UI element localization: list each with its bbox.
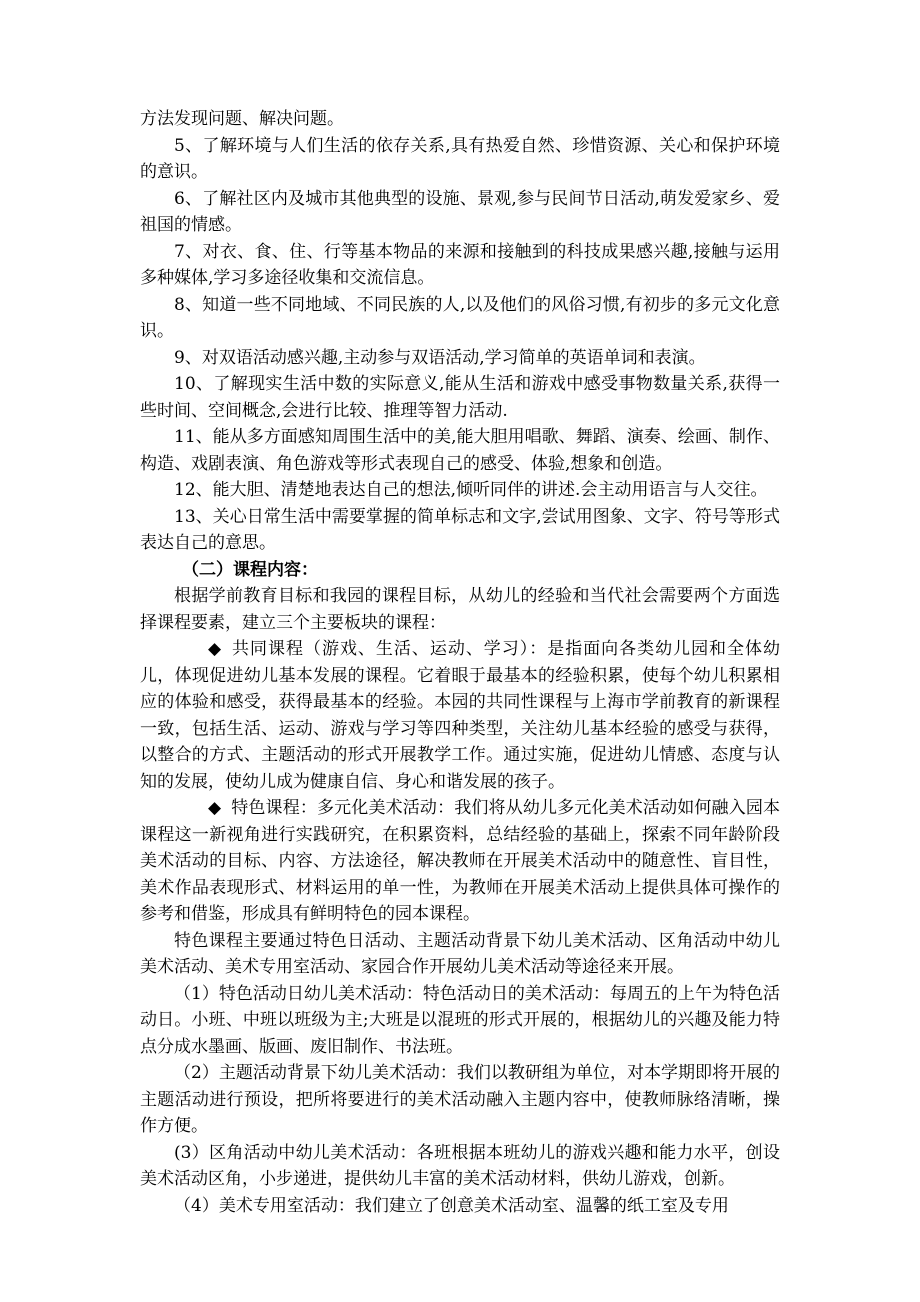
goal-item-12: 12、能大胆、清楚地表达自己的想法,倾听同伴的讲述.会主动用语言与人交往。 bbox=[174, 480, 768, 500]
body-feature-course-text: 特色课程：多元化美术活动：我们将从幼儿多元化美术活动如何融入园本课程这一新视角进行实践研究，在积累资料，总结经验的基础上，探索不同年龄阶段美术活动的目标、内容、方法途径，解决教师在开展美术活动中的随意性、盲目性，美术作品表现形式、材料运用的单一性，为教师在开展美术活动上提供具体可操作的参考和借鉴，形成具有鲜明特色的园本课程。 bbox=[140, 798, 780, 924]
body-feature-course bbox=[140, 795, 780, 928]
goal-item-5: 5、了解环境与人们生活的依存关系,具有热爱自然、珍惜资源、关心和保护环境的意识。 bbox=[140, 135, 780, 182]
goal-item-6: 6、了解社区内及城市其他典型的设施、景观,参与民间节日活动,萌发爱家乡、爱祖国的情感。 bbox=[140, 188, 780, 235]
body-item-4: （4）美术专用室活动：我们建立了创意美术活动室、温馨的纸工室及专用 bbox=[174, 1195, 729, 1216]
body-common-course-text: 共同课程（游戏、生活、运动、学习）：是指面向各类幼儿园和全体幼儿，体现促进幼儿基本发展的课程。它着眼于最基本的经验积累，使每个幼儿积累相应的体验和感受，获得最基本的经验。本园的共同性课程与上海市学前教育的新课程一致，包括生活、运动、游戏与学习等四种类型，关注幼儿基本经验的感受与获得，以整合的方式、主题活动的形式开展教学工作。通过实施，促进幼儿情感、态度与认知的发展，使幼儿成为健康自信、身心和谐发展的孩子。 bbox=[140, 639, 780, 792]
body-feature-approach: 特色课程主要通过特色日活动、主题活动背景下幼儿美术活动、区角活动中幼儿美术活动、美术专用室活动、家园合作开展幼儿美术活动等途径来开展。 bbox=[140, 930, 780, 977]
goal-item-13: 13、关心日常生活中需要掌握的简单标志和文字,尝试用图象、文字、符号等形式表达自己的意思。 bbox=[140, 506, 780, 553]
goal-item-11: 11、能从多方面感知周围生活中的美,能大胆用唱歌、舞蹈、演奏、绘画、制作、构造、戏剧表演、角色游戏等形式表现自己的感受、体验,想象和创造。 bbox=[140, 427, 780, 474]
body-intro: 根据学前教育目标和我园的课程目标，从幼儿的经验和当代社会需要两个方面选择课程要素，建立三个主要板块的课程： bbox=[140, 586, 780, 633]
goal-item-8: 8、知道一些不同地域、不同民族的人,以及他们的风俗习惯,有初步的多元文化意识。 bbox=[140, 294, 780, 341]
body-item-2: （2）主题活动背景下幼儿美术活动：我们以教研组为单位，对本学期即将开展的主题活动进行预设，把所将要进行的美术活动融入主题内容中，使教师脉络清晰，操作方便。 bbox=[140, 1063, 780, 1136]
document-page bbox=[140, 106, 780, 1219]
goal-item-7: 7、对衣、食、住、行等基本物品的来源和接触到的科技成果感兴趣,接触与运用多种媒体,学习多途径收集和交流信息。 bbox=[140, 241, 780, 288]
goal-item-9: 9、对双语活动感兴趣,主动参与双语活动,学习简单的英语单词和表演。 bbox=[174, 347, 706, 368]
paragraph-continuation: 方法发现问题、解决问题。 bbox=[140, 109, 344, 129]
body-item-3: (3）区角活动中幼儿美术活动：各班根据本班幼儿的游戏兴趣和能力水平，创设美术活动区角，小步递进，提供幼儿丰富的美术活动材料，供幼儿游戏，创新。 bbox=[140, 1142, 780, 1189]
section-heading: （二）课程内容： bbox=[182, 559, 318, 580]
body-item-1: （1）特色活动日幼儿美术活动：特色活动日的美术活动：每周五的上午为特色活动日。小班、中班以班级为主;大班是以混班的形式开展的，根据幼儿的兴趣及能力特点分成水墨画、版画、废旧制作、书法班。 bbox=[140, 983, 780, 1057]
diamond-bullet-icon: ◆ bbox=[208, 639, 222, 659]
diamond-bullet-icon: ◆ bbox=[208, 798, 222, 818]
body-common-course bbox=[140, 636, 780, 795]
goal-item-10: 10、了解现实生活中数的实际意义,能从生活和游戏中感受事物数量关系,获得一些时间、空间概念,会进行比较、推理等智力活动. bbox=[140, 374, 780, 421]
